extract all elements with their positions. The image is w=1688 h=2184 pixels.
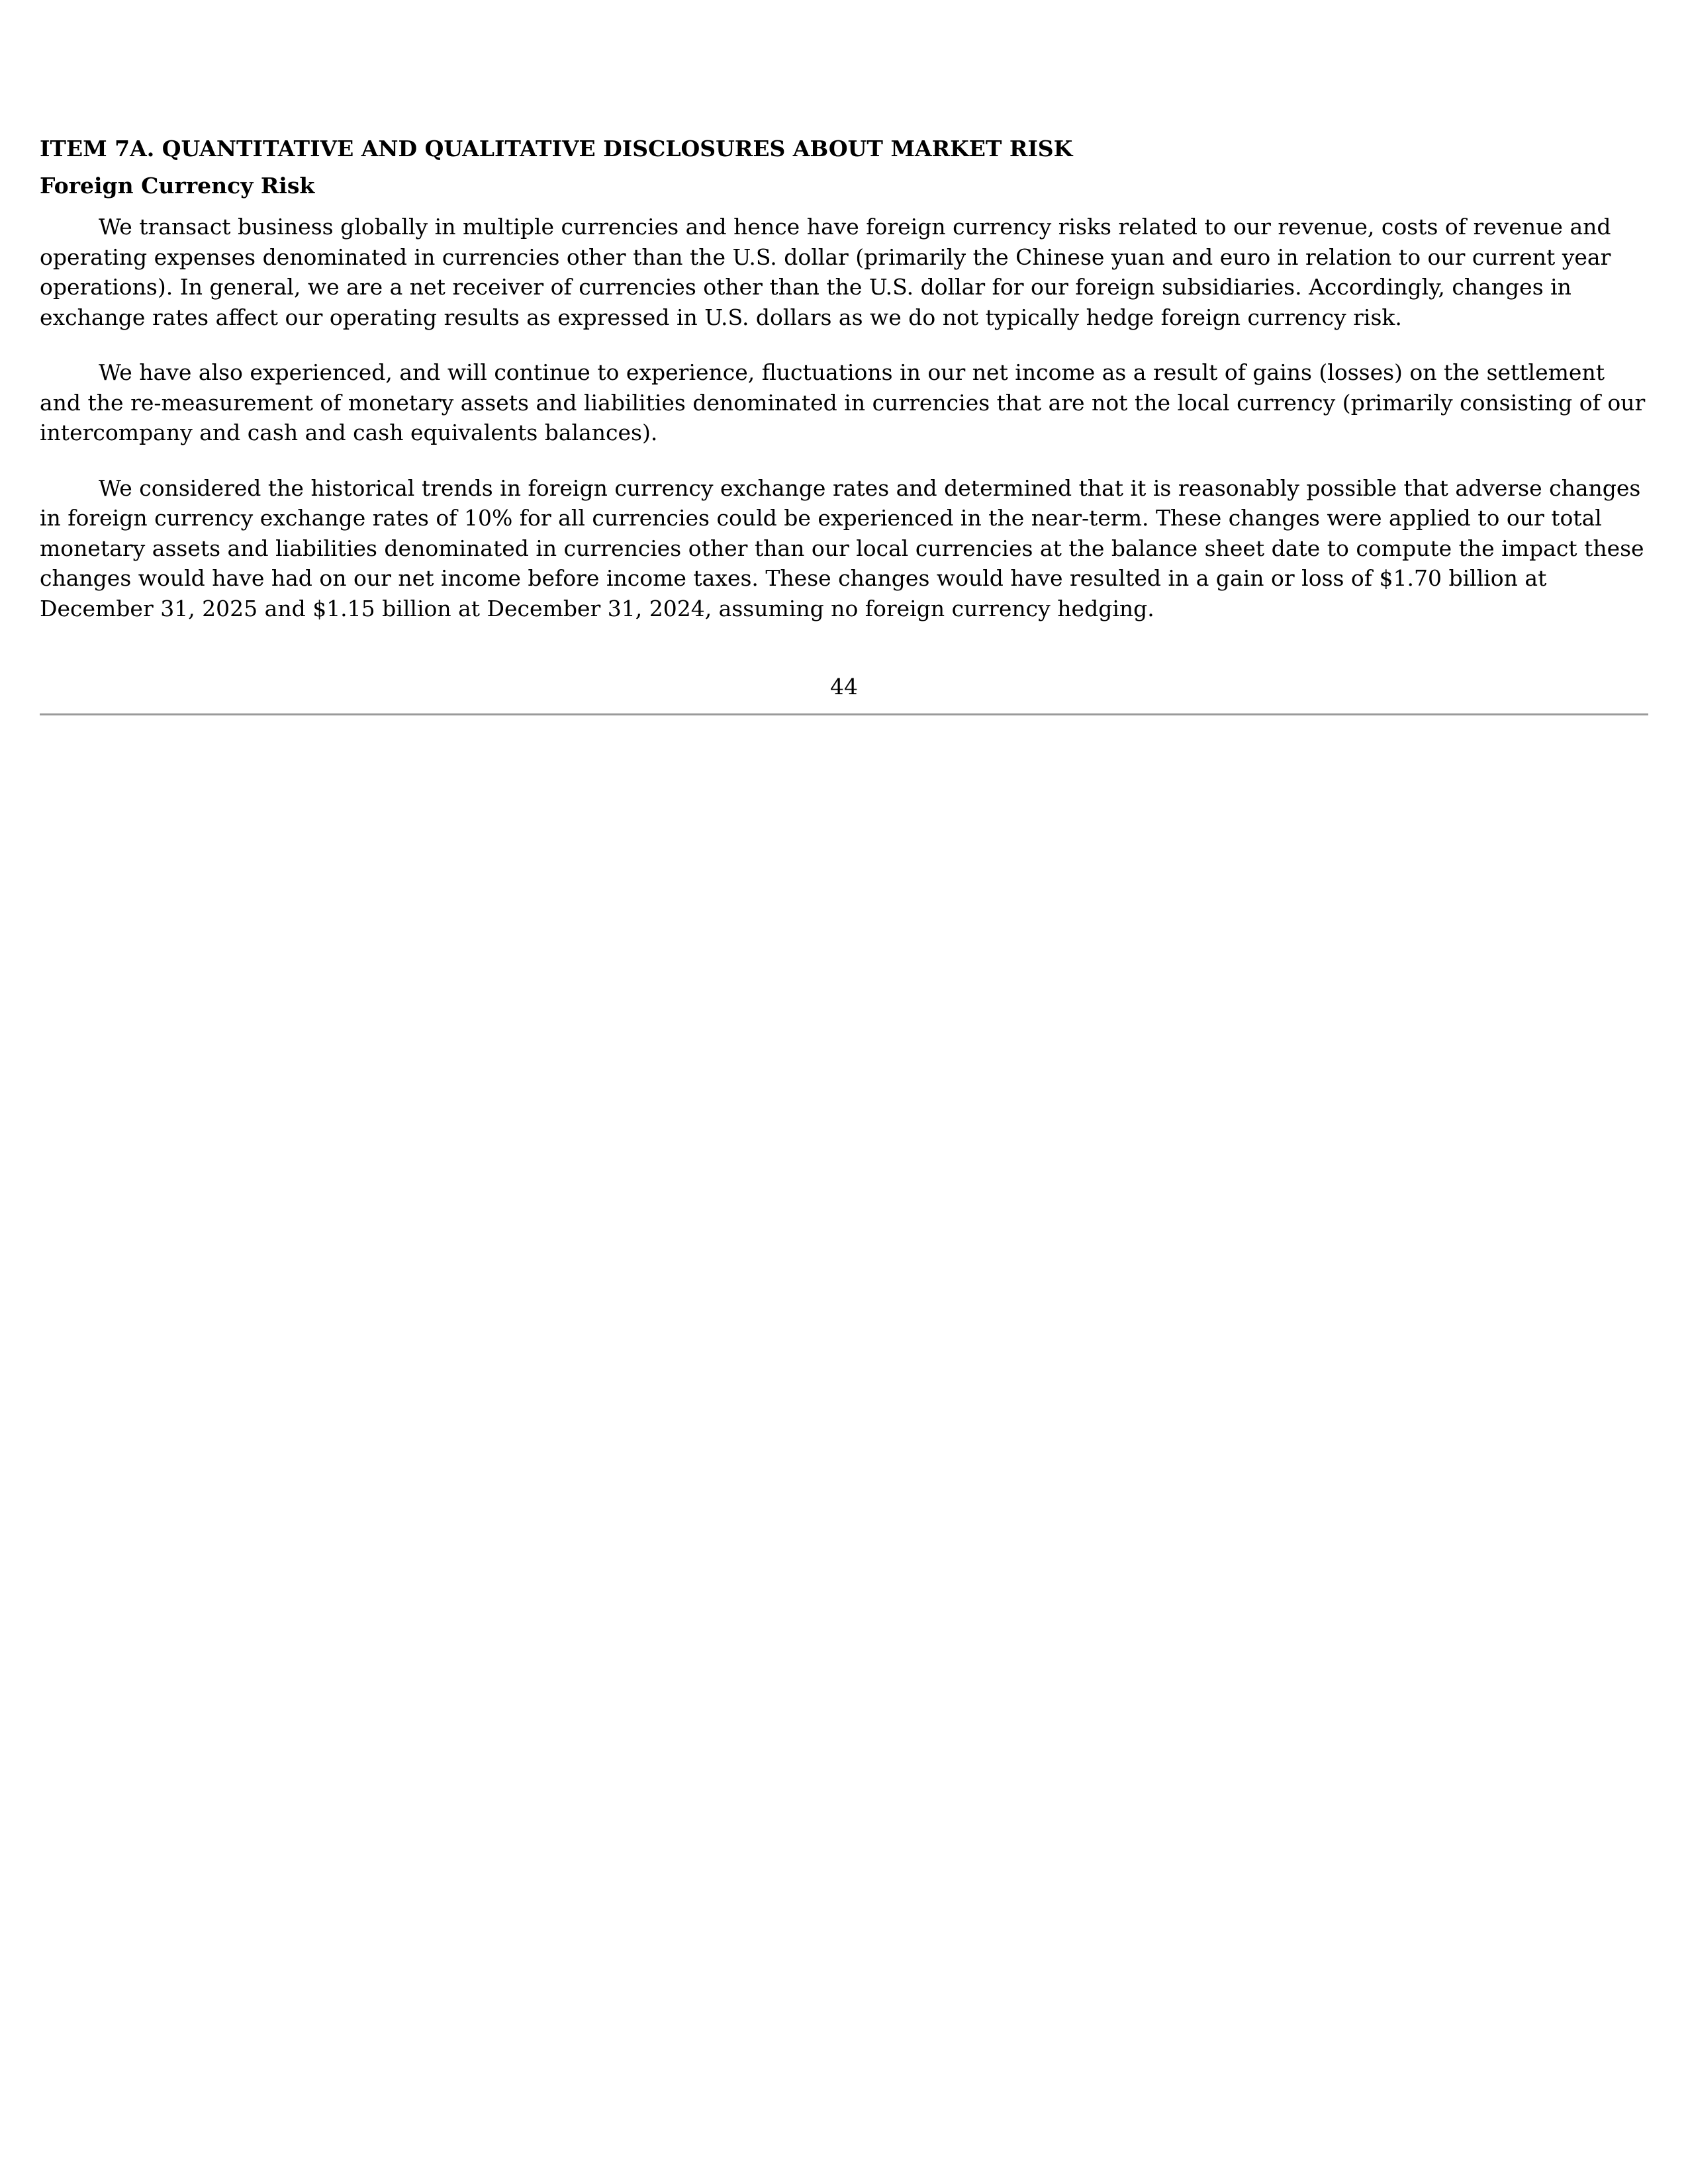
paragraph-2: We have also experienced, and will continue to experience, fluctuations in our net income as a result of gains (losses) on the settlement and the re-measurement of monetary assets and liabilities denominated in currencies that are not the local currency (primarily consisting of our intercompany and cash and cash equivalents balances). bbox=[40, 359, 1646, 445]
document-page bbox=[40, 132, 1648, 715]
section-heading-foreign-currency-risk: Foreign Currency Risk bbox=[40, 173, 315, 199]
item-heading: ITEM 7A. QUANTITATIVE AND QUALITATIVE DISCLOSURES ABOUT MARKET RISK bbox=[40, 136, 1073, 161]
paragraph-3: We considered the historical trends in foreign currency exchange rates and determined that it is reasonably possible that adverse changes in foreign currency exchange rates of 10% for all currencies could be experienced in the near-term. These changes were applied to our total monetary assets and liabilities denominated in currencies other than our local currencies at the balance sheet date to compute the impact these changes would have had on our net income before income taxes. These changes would have resulted in a gain or loss of $1.70 billion at December 31, 2025 and $1.15 billion at December 31, 2024, assuming no foreign currency hedging. bbox=[40, 475, 1644, 621]
page-number: 44 bbox=[830, 674, 858, 700]
footer-divider bbox=[40, 713, 1648, 715]
paragraph-1: We transact business globally in multiple currencies and hence have foreign currency risks related to our revenue, costs of revenue and operating expenses denominated in currencies other than the U.S. dollar (primarily the Chinese yuan and euro in relation to our current year operations). In general, we are a net receiver of currencies other than the U.S. dollar for our foreign subsidiaries. Accordingly, changes in exchange rates affect our operating results as expressed in U.S. dollars as we do not typically hedge foreign currency risk. bbox=[40, 214, 1611, 330]
